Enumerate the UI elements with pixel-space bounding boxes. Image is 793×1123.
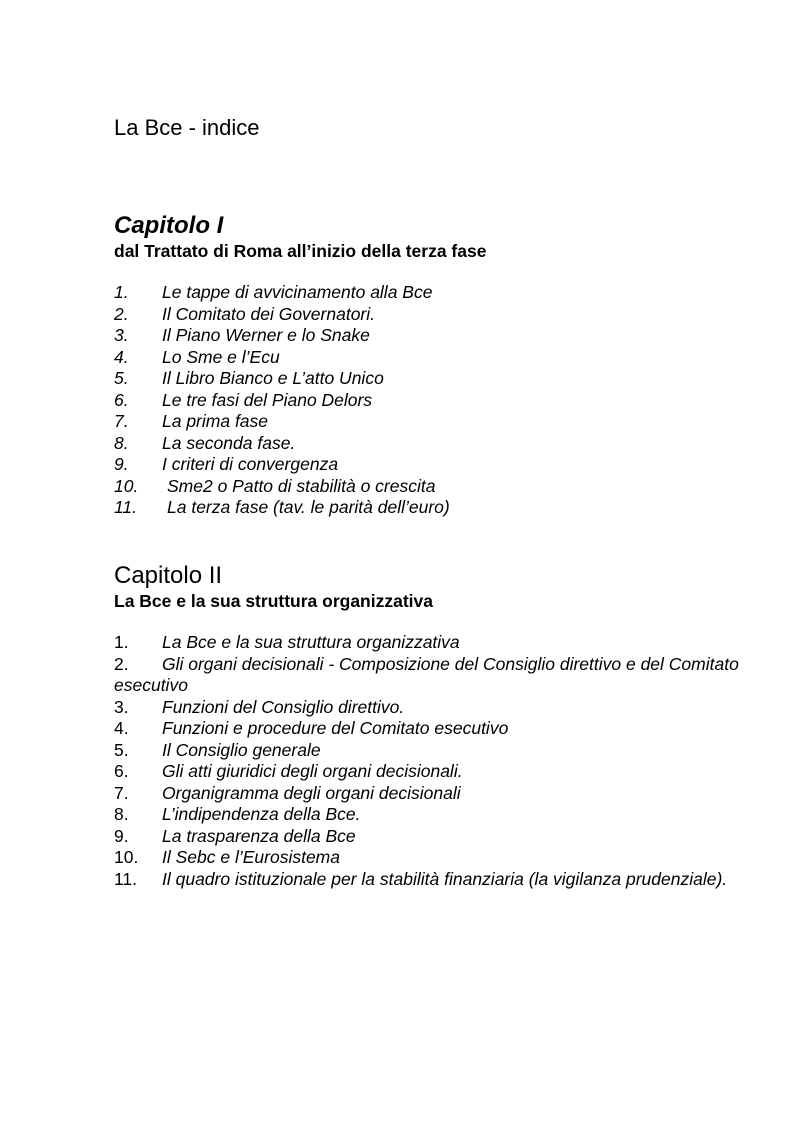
toc-item [114,368,754,390]
toc-item [114,390,754,412]
chapter-2-toc [114,632,754,890]
toc-item-number: 10. [114,847,139,867]
toc-item-number: 3. [114,696,129,717]
chapter-subtitle: dal Trattato di Roma all’inizio della terza fase [114,241,487,261]
toc-item-number: 11. [114,868,138,889]
toc-item-number: 10. [114,475,139,496]
chapter-1 [114,212,754,519]
toc-item-number: 6. [114,761,129,781]
toc-item-text: L’indipendenza della Bce. [162,804,361,824]
toc-item-text: I criteri di convergenza [162,454,339,474]
document-title: La Bce - indice [114,115,260,140]
toc-item-number: 1. [114,282,129,302]
toc-item [114,304,754,326]
chapter-1-toc [114,282,754,519]
toc-item-text: Il Piano Werner e lo Snake [162,325,370,345]
chapter-2 [114,562,754,890]
toc-item-text: Il Libro Bianco e L’atto Unico [162,368,384,388]
toc-item [114,783,754,805]
toc-item [114,282,754,304]
toc-item [114,804,754,826]
toc-item-text: Il Sebc e l’Eurosistema [162,847,340,867]
toc-item-text: Sme2 o Patto di stabilità o crescita [167,475,436,496]
toc-item-text: La seconda fase. [162,432,296,453]
toc-item-number: 8. [114,432,129,453]
chapter-subtitle: La Bce e la sua struttura organizzativa [114,591,433,611]
toc-item-text: Funzioni e procedure del Comitato esecutivo [162,718,509,738]
toc-item [114,347,754,369]
toc-item-text: La trasparenza della Bce [162,825,356,846]
toc-item [114,433,754,455]
toc-item-text: Il Consiglio generale [162,739,321,760]
toc-item-text: Organigramma degli organi decisionali [162,782,461,803]
chapter-title: Capitolo I [114,212,224,239]
toc-item [114,454,754,476]
toc-item [114,697,754,719]
toc-item [114,869,754,891]
toc-item-text: Gli atti giuridici degli organi decisionali. [162,761,463,781]
toc-item [114,740,754,762]
toc-item [114,654,754,697]
toc-item-number: 1. [114,632,129,652]
toc-item-number: 9. [114,454,129,474]
toc-item [114,718,754,740]
toc-item [114,847,754,869]
toc-item-text: Il Comitato dei Governatori. [162,303,376,324]
toc-item-text: La prima fase [162,411,269,431]
toc-item-number: 7. [114,411,129,431]
toc-item-number: 9. [114,825,129,846]
toc-item-text: Il quadro istituzionale per la stabilità finanziaria (la vigilanza prudenziale). [162,868,728,889]
toc-item [114,325,754,347]
toc-item-number: 4. [114,718,129,738]
toc-item [114,497,754,519]
toc-item-number: 6. [114,389,129,410]
toc-item-text: La terza fase (tav. le parità dell’euro) [167,497,450,517]
toc-item-text: Funzioni del Consiglio direttivo. [162,696,405,717]
toc-item-number: 3. [114,325,129,345]
toc-item-number: 11. [114,497,138,517]
toc-item [114,632,754,654]
toc-item-number: 8. [114,804,129,824]
chapter-title: Capitolo II [114,562,223,589]
toc-item [114,476,754,498]
toc-item-number: 2. [114,303,129,324]
toc-item-text: La Bce e la sua struttura organizzativa [162,632,460,652]
toc-item-number: 4. [114,346,129,367]
toc-item [114,761,754,783]
toc-item-text: Le tappe di avvicinamento alla Bce [162,282,433,302]
toc-item-number: 5. [114,368,129,388]
toc-item-text: Le tre fasi del Piano Delors [162,389,373,410]
toc-item [114,411,754,433]
toc-item-number: 5. [114,739,129,760]
toc-item-number: 7. [114,782,129,803]
toc-item-number: 2. [114,653,129,674]
toc-item-text: Gli organi decisionali - Composizione del Consiglio direttivo e del Comitato esecutivo [114,653,739,695]
toc-item-text: Lo Sme e l’Ecu [162,346,280,367]
toc-item [114,826,754,848]
